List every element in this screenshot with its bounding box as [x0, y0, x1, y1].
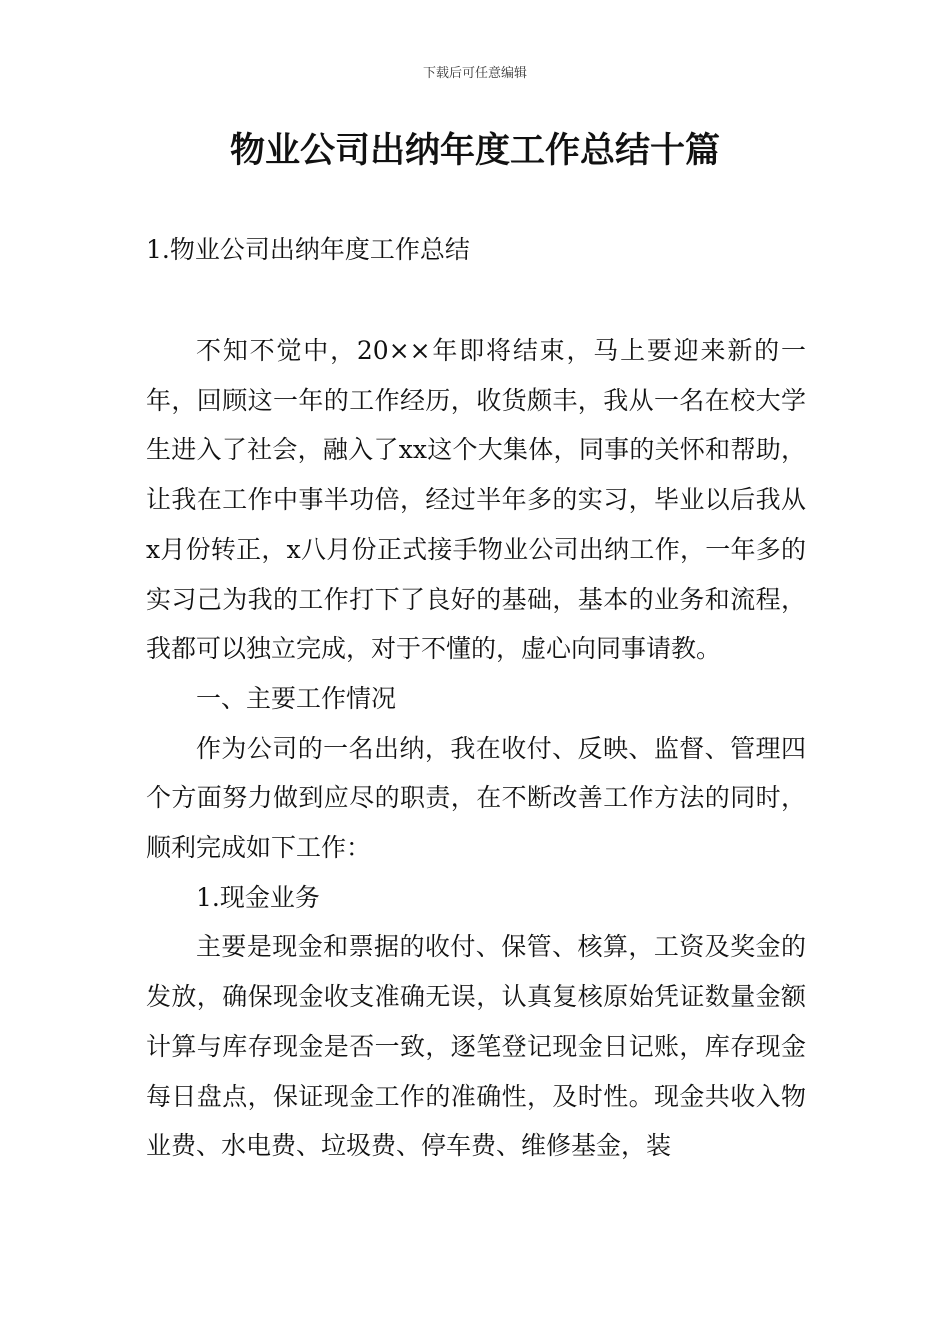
- paragraph-intro: 不知不觉中，20××年即将结束，马上要迎来新的一年，回顾这一年的工作经历，收货颇丰，我从一名在校大学生进入了社会，融入了xx这个大集体，同事的关怀和帮助，让我在工作中事半功倍，经过半年多的实习，毕业以后我从x月份转正，x八月份正式接手物业公司出纳工作，一年多的实习己为我的工作打下了良好的基础，基本的业务和流程，我都可以独立完成，对于不懂的，虚心向同事请教。: [146, 336, 806, 664]
- page-header-note: 下载后可任意编辑: [422, 66, 527, 81]
- subheading-main-work: 一、主要工作情况: [196, 683, 397, 713]
- document-body: [146, 326, 806, 1171]
- paragraph-cash-business: 主要是现金和票据的收付、保管、核算，工资及奖金的发放，确保现金收支准确无误，认真复核原始凭证数量金额计算与库存现金是否一致，逐笔登记现金日记账，库存现金每日盘点，保证现金工作的准确性，及时性。现金共收入物业费、水电费、垃圾费、停车费、维修基金，装: [146, 932, 806, 1161]
- paragraph-cashier-duties: 作为公司的一名出纳，我在收付、反映、监督、管理四个方面努力做到应尽的职责，在不断改善工作方法的同时，顺利完成如下工作：: [146, 733, 806, 863]
- subheading-cash-business: 1.现金业务: [196, 882, 320, 912]
- section-heading: 1.物业公司出纳年度工作总结: [146, 235, 470, 264]
- document-title: 物业公司出纳年度工作总结十篇: [229, 131, 720, 171]
